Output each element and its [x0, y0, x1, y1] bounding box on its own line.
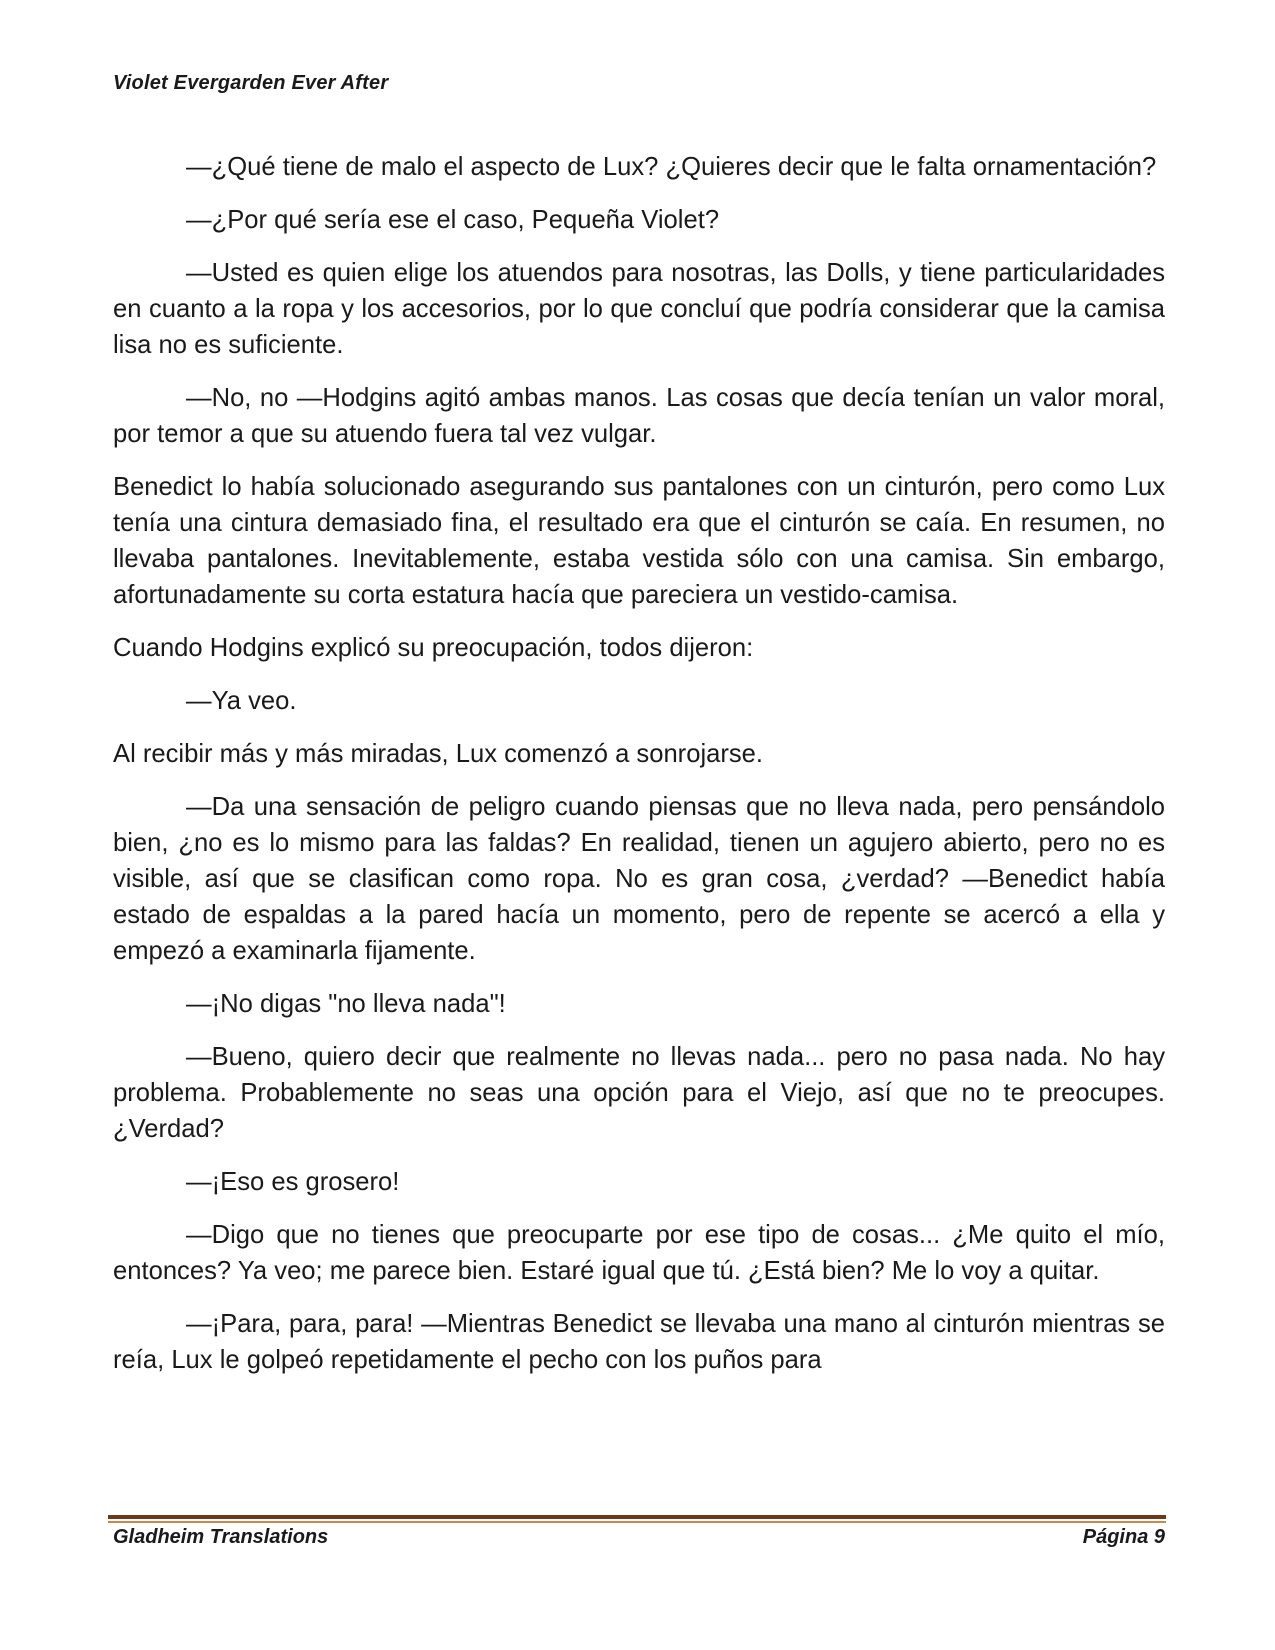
paragraph: —¡No digas "no lleva nada"!	[186, 990, 506, 1019]
paragraph: —Usted es quien elige los atuendos para nosotras, las Dolls, y tiene particularidades en cuanto a la ropa y los accesorios, por lo que concluí que podría considerar que la camisa lisa no es suficiente.	[113, 258, 1165, 359]
page-number: Página 9	[1082, 1526, 1165, 1548]
paragraph: —¿Qué tiene de malo el aspecto de Lux? ¿Quieres decir que le falta ornamentación?	[186, 153, 1157, 181]
paragraph: —No, no —Hodgins agitó ambas manos. Las cosas que decía tenían un valor moral, por temor a que su atuendo fuera tal vez vulgar.	[113, 383, 1165, 448]
footer-divider	[108, 1515, 1166, 1523]
paragraph: —¡Eso es grosero!	[186, 1168, 400, 1197]
paragraph: —Digo que no tienes que preocuparte por ese tipo de cosas... ¿Me quito el mío, entonces? Ya veo; me parece bien. Estaré igual que tú. ¿Está bien? Me lo voy a quitar.	[113, 1221, 1165, 1286]
paragraph: Benedict lo había solucionado asegurando sus pantalones con un cinturón, pero como Lux tenía una cintura demasiado fina, el resultado era que el cinturón se caía. En resumen, no llevaba pantalones. Inevitablemente, estaba vestida sólo con una camisa. Sin embargo, afortunadamente su corta estatura hacía que pareciera un vestido-camisa.	[113, 472, 1165, 610]
running-header: Violet Evergarden Ever After	[113, 72, 389, 94]
paragraph: Cuando Hodgins explicó su preocupación, todos dijeron:	[113, 634, 754, 663]
paragraph: —¡Para, para, para! —Mientras Benedict se llevaba una mano al cinturón mientras se reía, Lux le golpeó repetidamente el pecho con los puños para	[113, 1310, 1165, 1375]
paragraph: Al recibir más y más miradas, Lux comenzó a sonrojarse.	[113, 739, 764, 768]
footer-translator: Gladheim Translations	[113, 1526, 329, 1548]
paragraph: —Ya veo.	[186, 687, 297, 715]
footer-divider-thin	[108, 1521, 1166, 1523]
paragraph: —Bueno, quiero decir que realmente no llevas nada... pero no pasa nada. No hay problema. Probablemente no seas una opción para el Viejo, así que no te preocupes. ¿Verdad?	[113, 1043, 1165, 1144]
paragraph: —Da una sensación de peligro cuando piensas que no lleva nada, pero pensándolo bien, ¿no es lo mismo para las faldas? En realidad, tienen un agujero abierto, pero no es visible, así que se clasifican como ropa. No es gran cosa, ¿verdad? —Benedict había estado de espaldas a la pared hacía un momento, pero de repente se acercó a ella y empezó a examinarla fijamente.	[113, 792, 1165, 966]
paragraph: —¿Por qué sería ese el caso, Pequeña Violet?	[186, 205, 720, 234]
body-text	[113, 149, 1165, 1395]
